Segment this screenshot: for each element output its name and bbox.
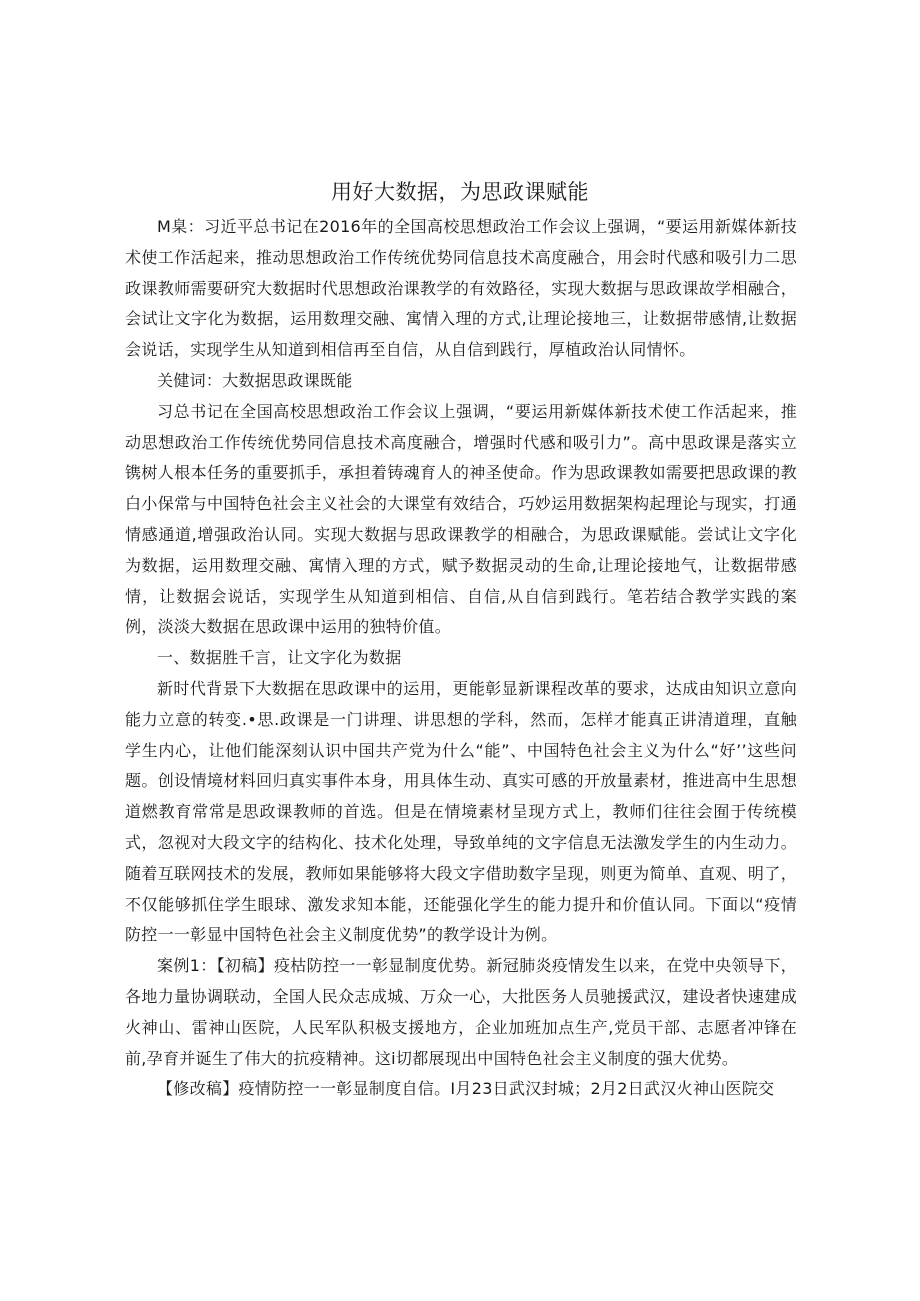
section-body-paragraph: 新时代背景下大数据在思政课中的运用，更能彰显新课程改革的要求，达成由知识立意向能力立意的转变.•思.政课是一门讲理、讲思想的学科，然而，怎样才能真正讲清道理，直触学生内心，让他们能深刻认识中国共产党为什么“能”、中国特色社会主义为什么“好’’这些问题。创设情境材料回归真实事件本身，用具体生动、真实可感的开放量素材，推进高中生思想道燃教育常常是思政课教师的首选。但是在情境素材呈现方式上，教师们往往会囿于传统模式，忽视对大段文字的结构化、技术化处理，导致单纯的文字信息无法激发学生的内生动力。随着互联网技术的发展，教师如果能够将大段文字借助数字呈现，则更为简单、直观、明了，不仅能够抓住学生眼球、激发求知本能，还能强化学生的能力提升和价值认同。下面以“疫情防控一一彰显中国特色社会主义制度优势”的教学设计为例。 — [125, 678, 797, 945]
case-revised-paragraph: 【修改稿】疫情防控一一彰显制度自信。I月23日武汉封城；2月2日武汉火神山医院交 — [157, 1079, 775, 1099]
case-paragraph: 案例1：【初稿】疫枯防控一一彰显制度优势。新冠肺炎疫情发生以来，在党中央领导下，各地力量协调联动，全国人民众志成城、万众一心，大批医务人员驰援武汉，建设者快速建成火神山、雷神山医院，人民军队积极支援地方，企业加班加点生产,党员干部、志愿者冲锋在前,孕育并诞生了伟大的抗疫精神。这i切都展现出中国特色社会主义制度的强大优势。 — [125, 956, 797, 1068]
abstract-paragraph: M臬：习近平总书记在2016年的全国高校思想政治工作会议上强调，“要运用新媒体新技术使工作活起来，推动思想政治工作传统优势同信息技术高度融合，用会时代感和吸引力二思政课教师需要研究大数据时代思想政治课教学的有效路径，实现大数据与思政课故学相融合，会试让文字化为数据，运用数理交融、寓情入理的方式,让理论接地三，让数据带感情,让数据会说话，实现学生从知道到相信再至自信，从自信到践行，厚植政治认同情怀。 — [125, 217, 797, 360]
keywords-paragraph: 关健词：大数据思政课既能 — [157, 370, 353, 390]
intro-paragraph: 习总书记在全国高校思想政治工作会议上强调，“要运用新媒体新技术使工作活起来，推动思想政治工作传统优势同信息技术高度融合，增强时代感和吸引力”。高中思政课是落实立镌树人根本任务的重要抓手，承担着铸魂育人的神圣使命。作为思政课教如需要把思政课的教白小保常与中国特色社会主义社会的大课堂有效结合，巧妙运用数据架构起理论与现实，打通情感通道,增强政治认同。实现大数据与思政课教学的相融合，为思政课赋能。尝试让文字化为数据，运用数理交融、寓情入理的方式，赋予数据灵动的生命,让理论接地气，让数据带感情，让数据会说话，实现学生从知道到相信、自信,从自信到践行。笔若结合教学实践的案例，淡淡大数据在思政课中运用的独特价值。 — [125, 401, 797, 637]
document-title: 用好大数据，为思政课赋能 — [331, 180, 589, 204]
section-heading: 一、数据胜千言，让文字化为数据 — [157, 648, 402, 668]
document-body — [125, 212, 797, 1105]
